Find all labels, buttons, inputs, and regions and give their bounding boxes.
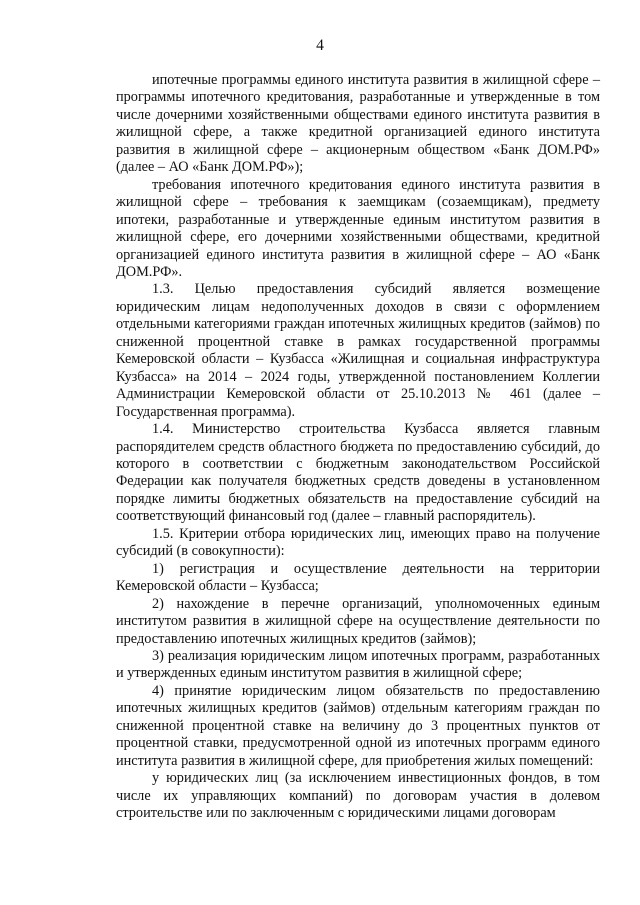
document-body [116,72,600,822]
paragraph-legal-entities: у юридических лиц (за исключением инвестиционных фондов, в том числе их управляющих компаний) по договорам участия в долевом строительстве или по заключенным с юридическими лицами договорам [116,770,600,822]
paragraph-1-5-criteria: 1.5. Критерии отбора юридических лиц, имеющих право на получение субсидий (в совокупности): [116,525,600,560]
criterion-1-registration: 1) регистрация и осуществление деятельности на территории Кемеровской области – Кузбасса; [116,560,600,595]
paragraph-1-3-purpose: 1.3. Целью предоставления субсидий является возмещение юридическим лицам недополученных доходов в связи с оформлением отдельными категориями граждан ипотечных жилищных кредитов (займов) по сниженной процентной ставке в рамках государственной программы Кемеровской области – Кузбасса «Жилищная и социальная инфраструктура Кузбасса» на 2014 – 2024 годы, утвержденной постановлением Коллегии Администрации Кемеровской области от 25.10.2013 № 461 (далее – Государственная программа). [116,281,600,420]
paragraph-definition-mortgage-requirements: требования ипотечного кредитования единого института развития в жилищной сфере – требования к заемщикам (созаемщикам), предмету ипотеки, разработанные и утвержденные единым институтом развития в жилищной сфере, его дочерними хозяйственными обществами, кредитной организацией единого института развития в жилищной сфере – АО «Банк ДОМ.РФ». [116,176,600,280]
criterion-4-obligations: 4) принятие юридическим лицом обязательств по предоставлению ипотечных жилищных кредитов (займов) отдельным категориям граждан по сниженной процентной ставке на величину до 3 процентных пунктов от процентной ставки, предусмотренной одной из ипотечных программ единого института развития в жилищной сфере, для приобретения жилых помещений: [116,682,600,769]
criterion-3-programs: 3) реализация юридическим лицом ипотечных программ, разработанных и утвержденных единым институтом развития в жилищной сфере; [116,647,600,682]
criterion-2-list: 2) нахождение в перечне организаций, уполномоченных единым институтом развития в жилищной сфере на осуществление деятельности по предоставлению ипотечных жилищных кредитов (займов); [116,595,600,647]
page-number: 4 [316,37,324,54]
paragraph-1-4-ministry: 1.4. Министерство строительства Кузбасса является главным распорядителем средств областного бюджета по предоставлению субсидий, до которого в соответствии с бюджетным законодательством Российской Федерации как получателя бюджетных средств доведены в установленном порядке лимиты бюджетных обязательств на предоставление субсидий на соответствующий финансовый год (далее – главный распорядитель). [116,421,600,525]
paragraph-definition-mortgage-programs: ипотечные программы единого института развития в жилищной сфере – программы ипотечного кредитования, разработанные и утвержденные в том числе дочерними хозяйственными обществами единого института развития в жилищной сфере, а также кредитной организацией единого института развития в жилищной сфере – акционерным обществом «Банк ДОМ.РФ» (далее – АО «Банк ДОМ.РФ»); [116,72,600,176]
